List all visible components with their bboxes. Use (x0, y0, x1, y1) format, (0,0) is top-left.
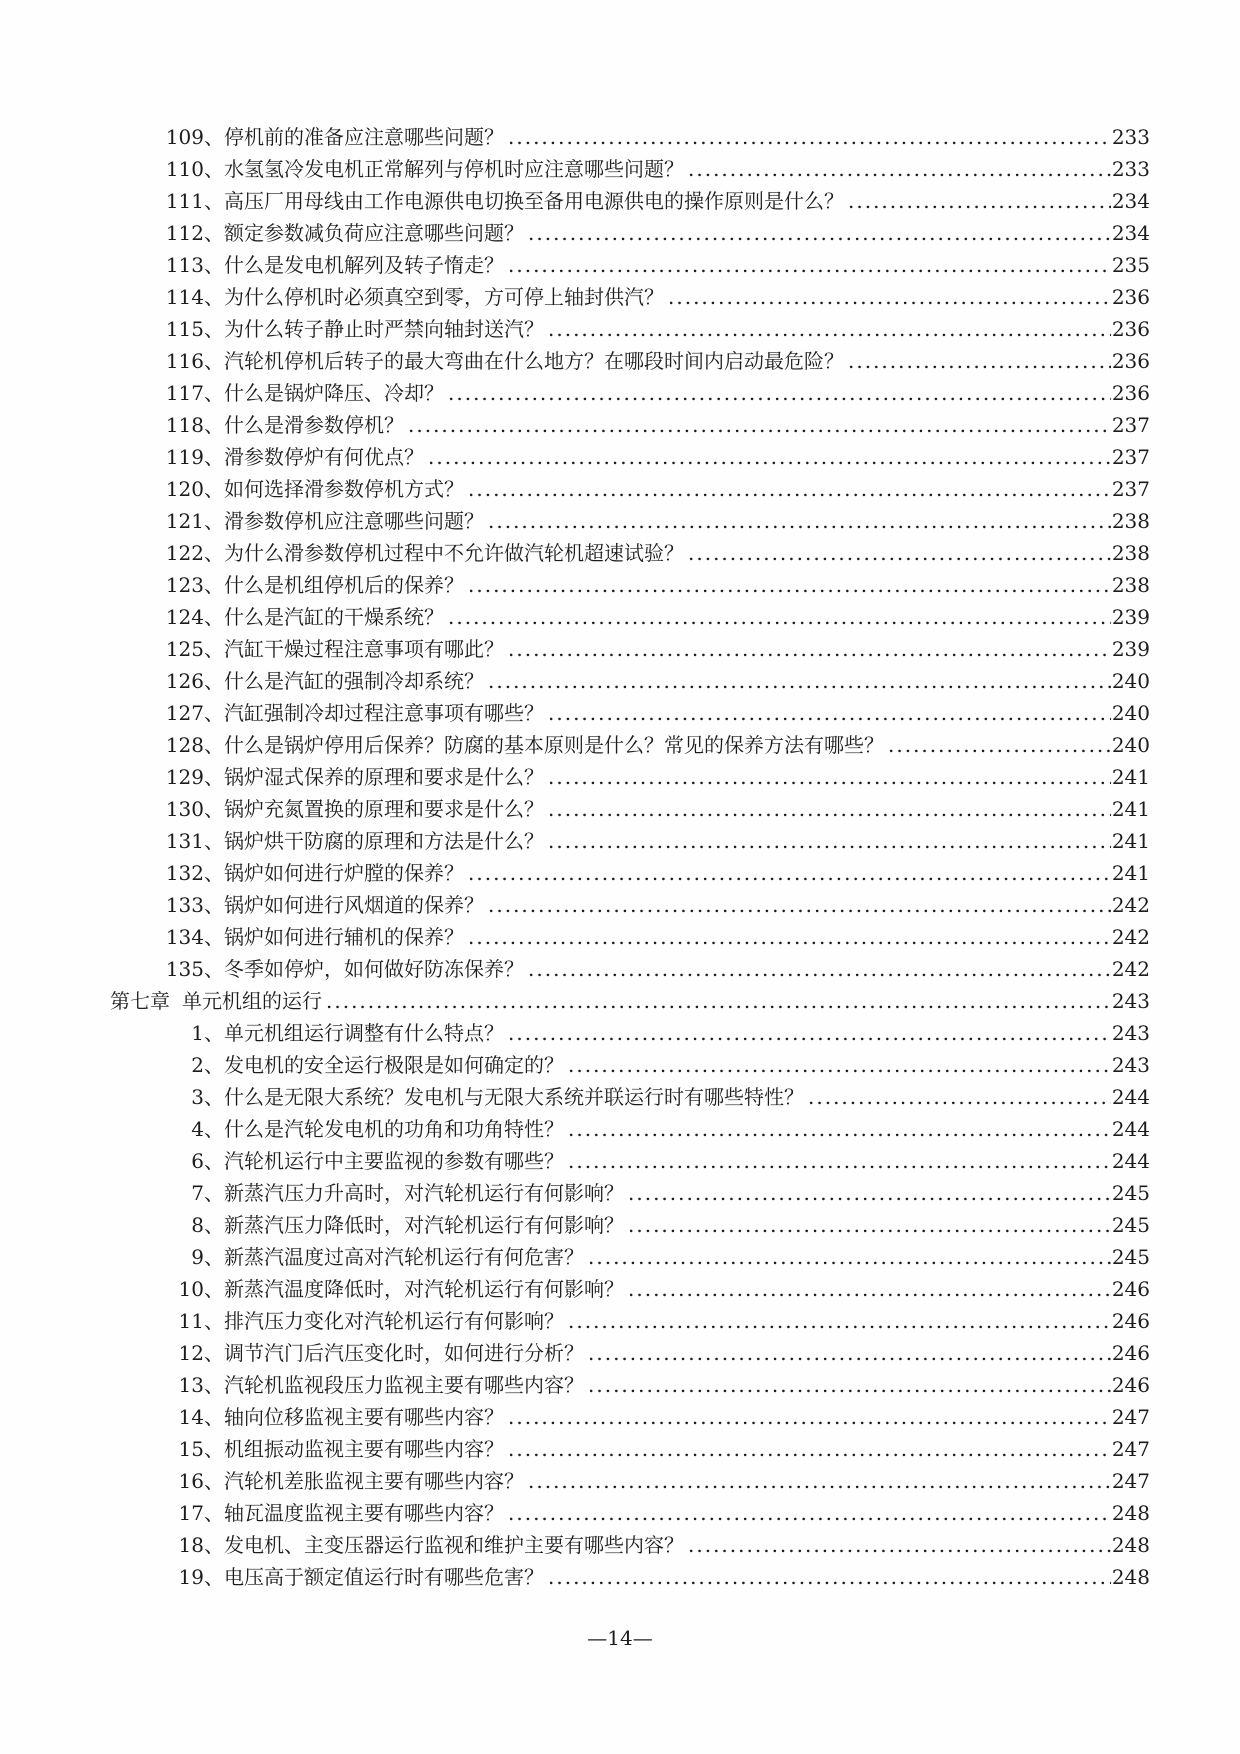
dot-leader (508, 1433, 1111, 1465)
toc-item-row (110, 377, 1150, 409)
toc-entry-number: 121、 (165, 509, 224, 533)
toc-entry-title: 什么是滑参数停机？ (224, 413, 404, 437)
dot-leader (528, 217, 1111, 249)
toc-item-row (110, 1113, 1150, 1145)
toc-item-row (110, 601, 1150, 633)
toc-entry-title: 新蒸汽温度降低时，对汽轮机运行有何影响？ (224, 1277, 624, 1301)
dot-leader (688, 537, 1111, 569)
toc-entry-page: 233 (1111, 125, 1150, 149)
toc-item-row (110, 1561, 1150, 1593)
dot-leader (326, 985, 1111, 1017)
toc-entry-number: 13、 (178, 1373, 224, 1397)
toc-item-row (110, 633, 1150, 665)
toc-item-row (110, 313, 1150, 345)
toc-entry-number: 109、 (165, 125, 224, 149)
toc-item-row (110, 1209, 1150, 1241)
dot-leader (468, 569, 1111, 601)
dot-leader (848, 345, 1111, 377)
dot-leader (548, 761, 1111, 793)
toc-item-row (110, 889, 1150, 921)
toc-item-row (110, 1433, 1150, 1465)
toc-entry-title: 新蒸汽压力升高时，对汽轮机运行有何影响？ (224, 1181, 624, 1205)
dot-leader (628, 1177, 1111, 1209)
dot-leader (428, 441, 1111, 473)
toc-item-row (110, 953, 1150, 985)
toc-entry-number: 9、 (191, 1245, 224, 1269)
toc-entry-page: 247 (1111, 1437, 1150, 1461)
toc-entry-title: 如何选择滑参数停机方式？ (224, 477, 464, 501)
toc-entry-number: 8、 (191, 1213, 224, 1237)
toc-entry-number: 4、 (191, 1117, 224, 1141)
toc-chapter-row (110, 985, 1150, 1017)
toc-entry-number: 129、 (165, 765, 224, 789)
toc-entry-number: 117、 (165, 381, 224, 405)
toc-item-row (110, 441, 1150, 473)
dot-leader (688, 1529, 1111, 1561)
toc-entry-number: 126、 (165, 669, 224, 693)
toc-item-row (110, 1081, 1150, 1113)
dot-leader (588, 1241, 1111, 1273)
toc-entry-number: 132、 (165, 861, 224, 885)
dot-leader (628, 1209, 1111, 1241)
toc-entry-number: 125、 (165, 637, 224, 661)
toc-entry-number: 133、 (165, 893, 224, 917)
toc-entry-page: 241 (1111, 765, 1150, 789)
dot-leader (568, 1305, 1111, 1337)
toc-entry-number: 3、 (191, 1085, 224, 1109)
toc-item-row (110, 505, 1150, 537)
toc-entry-page: 238 (1111, 573, 1150, 597)
toc-entry-page: 245 (1111, 1245, 1150, 1269)
toc-entry-page: 241 (1111, 861, 1150, 885)
toc-entry-title: 什么是无限大系统？发电机与无限大系统并联运行时有哪些特性？ (224, 1085, 804, 1109)
toc-entry-title: 什么是锅炉停用后保养？防腐的基本原则是什么？常见的保养方法有哪些？ (224, 733, 884, 757)
toc-item-row (110, 249, 1150, 281)
toc-entry-number: 12、 (178, 1341, 224, 1365)
toc-item-row (110, 857, 1150, 889)
toc-entry-number: 128、 (165, 733, 224, 757)
toc-item-row (110, 569, 1150, 601)
toc-item-row (110, 1401, 1150, 1433)
toc-entry-number: 14、 (178, 1405, 224, 1429)
toc-entry-page: 248 (1111, 1533, 1150, 1557)
toc-entry-page: 237 (1111, 477, 1150, 501)
toc-item-row (110, 1049, 1150, 1081)
dot-leader (448, 377, 1111, 409)
toc-entry-title: 排汽压力变化对汽轮机运行有何影响？ (224, 1309, 564, 1333)
toc-item-row (110, 473, 1150, 505)
toc-entry-number: 122、 (165, 541, 224, 565)
toc-item-row (110, 1145, 1150, 1177)
dot-leader (468, 857, 1111, 889)
toc-entry-number: 118、 (165, 413, 224, 437)
toc-entry-title: 单元机组运行调整有什么特点？ (224, 1021, 504, 1045)
toc-entry-page: 246 (1111, 1309, 1150, 1333)
toc-entry-number: 111、 (165, 189, 224, 213)
toc-item-row (110, 1305, 1150, 1337)
toc-entry-number: 10、 (178, 1277, 224, 1301)
toc-entry-page: 246 (1111, 1373, 1150, 1397)
toc-entry-number: 112、 (165, 221, 224, 245)
toc-entry-page: 248 (1111, 1565, 1150, 1589)
toc-entry-page: 245 (1111, 1213, 1150, 1237)
toc-entry-title: 滑参数停炉有何优点？ (224, 445, 424, 469)
toc-entry-title: 汽轮机停机后转子的最大弯曲在什么地方？在哪段时间内启动最危险？ (224, 349, 844, 373)
dot-leader (488, 889, 1111, 921)
dot-leader (408, 409, 1111, 441)
toc-item-row (110, 761, 1150, 793)
toc-entry-page: 241 (1111, 829, 1150, 853)
toc-entry-number: 110、 (165, 157, 224, 181)
dot-leader (888, 729, 1111, 761)
toc-item-row (110, 1337, 1150, 1369)
toc-entry-title: 锅炉如何进行炉膛的保养？ (224, 861, 464, 885)
dot-leader (548, 697, 1111, 729)
toc-entry-title: 水氢氢冷发电机正常解列与停机时应注意哪些问题？ (224, 157, 684, 181)
dot-leader (488, 665, 1111, 697)
toc-entry-title: 发电机的安全运行极限是如何确定的？ (224, 1053, 564, 1077)
toc-list (110, 121, 1150, 1593)
toc-entry-title: 为什么滑参数停机过程中不允许做汽轮机超速试验？ (224, 541, 684, 565)
dot-leader (508, 1017, 1111, 1049)
toc-entry-page: 248 (1111, 1501, 1150, 1525)
toc-entry-page: 246 (1111, 1277, 1150, 1301)
toc-entry-title: 为什么转子静止时严禁向轴封送汽？ (224, 317, 544, 341)
toc-entry-page: 245 (1111, 1181, 1150, 1205)
toc-entry-title: 什么是锅炉降压、冷却？ (224, 381, 444, 405)
toc-entry-page: 237 (1111, 445, 1150, 469)
dot-leader (808, 1081, 1111, 1113)
dot-leader (568, 1145, 1111, 1177)
toc-entry-page: 243 (1111, 1053, 1150, 1077)
toc-entry-page: 233 (1111, 157, 1150, 181)
toc-entry-title: 什么是汽缸的干燥系统？ (224, 605, 444, 629)
toc-entry-page: 247 (1111, 1469, 1150, 1493)
toc-entry-number: 113、 (165, 253, 224, 277)
toc-entry-title: 调节汽门后汽压变化时，如何进行分析？ (224, 1341, 584, 1365)
chapter-label: 第七章 (110, 989, 170, 1013)
dot-leader (628, 1273, 1111, 1305)
toc-item-row (110, 665, 1150, 697)
toc-entry-page: 234 (1111, 189, 1150, 213)
toc-entry-number: 127、 (165, 701, 224, 725)
toc-entry-page: 236 (1111, 285, 1150, 309)
toc-entry-title: 汽缸强制冷却过程注意事项有哪些？ (224, 701, 544, 725)
toc-item-row (110, 921, 1150, 953)
toc-entry-title: 汽轮机差胀监视主要有哪些内容？ (224, 1469, 524, 1493)
toc-entry-number: 123、 (165, 573, 224, 597)
chapter-title: 单元机组的运行 (182, 989, 322, 1013)
toc-item-row (110, 345, 1150, 377)
toc-item-row (110, 185, 1150, 217)
toc-entry-number: 120、 (165, 477, 224, 501)
toc-entry-title: 电压高于额定值运行时有哪些危害？ (224, 1565, 544, 1589)
toc-entry-page: 243 (1111, 1021, 1150, 1045)
toc-entry-page: 240 (1111, 701, 1150, 725)
footer-page-number: —14— (587, 1626, 653, 1650)
toc-entry-title: 新蒸汽温度过高对汽轮机运行有何危害？ (224, 1245, 584, 1269)
toc-item-row (110, 1177, 1150, 1209)
dot-leader (528, 1465, 1111, 1497)
toc-entry-number: 17、 (178, 1501, 224, 1525)
dot-leader (548, 313, 1111, 345)
dot-leader (688, 153, 1111, 185)
dot-leader (548, 793, 1111, 825)
toc-entry-page: 242 (1111, 893, 1150, 917)
toc-entry-title: 什么是汽轮发电机的功角和功角特性？ (224, 1117, 564, 1141)
toc-item-row (110, 537, 1150, 569)
toc-item-row (110, 1241, 1150, 1273)
toc-entry-number: 19、 (178, 1565, 224, 1589)
toc-entry-title: 汽轮机运行中主要监视的参数有哪些？ (224, 1149, 564, 1173)
toc-entry-page: 236 (1111, 381, 1150, 405)
toc-entry-page: 242 (1111, 925, 1150, 949)
toc-entry-page: 234 (1111, 221, 1150, 245)
toc-entry-title: 锅炉如何进行辅机的保养？ (224, 925, 464, 949)
toc-entry-number: 115、 (165, 317, 224, 341)
toc-entry-page: 247 (1111, 1405, 1150, 1429)
toc-item-row (110, 1529, 1150, 1561)
toc-item-row (110, 153, 1150, 185)
toc-entry-title: 额定参数减负荷应注意哪些问题？ (224, 221, 524, 245)
toc-entry-page: 242 (1111, 957, 1150, 981)
toc-entry-number: 116、 (165, 349, 224, 373)
dot-leader (468, 921, 1111, 953)
toc-entry-title: 新蒸汽压力降低时，对汽轮机运行有何影响？ (224, 1213, 624, 1237)
toc-entry-page: 243 (1111, 989, 1150, 1013)
toc-entry-page: 239 (1111, 605, 1150, 629)
toc-entry-number: 1、 (191, 1021, 224, 1045)
dot-leader (548, 1561, 1111, 1593)
toc-item-row (110, 697, 1150, 729)
toc-entry-page: 246 (1111, 1341, 1150, 1365)
dot-leader (508, 1401, 1111, 1433)
dot-leader (528, 953, 1111, 985)
page-footer (0, 1622, 1240, 1654)
toc-item-row (110, 1017, 1150, 1049)
dot-leader (508, 633, 1111, 665)
dot-leader (448, 601, 1111, 633)
toc-entry-title: 滑参数停机应注意哪些问题？ (224, 509, 484, 533)
toc-entry-page: 236 (1111, 317, 1150, 341)
toc-entry-page: 244 (1111, 1117, 1150, 1141)
toc-entry-number: 6、 (191, 1149, 224, 1173)
toc-entry-title: 锅炉如何进行风烟道的保养？ (224, 893, 484, 917)
toc-entry-page: 238 (1111, 541, 1150, 565)
toc-entry-page: 244 (1111, 1149, 1150, 1173)
toc-entry-title: 冬季如停炉，如何做好防冻保养？ (224, 957, 524, 981)
toc-entry-title: 什么是汽缸的强制冷却系统？ (224, 669, 484, 693)
toc-entry-page: 237 (1111, 413, 1150, 437)
toc-entry-title: 汽轮机监视段压力监视主要有哪些内容？ (224, 1373, 584, 1397)
toc-entry-title: 发电机、主变压器运行监视和维护主要有哪些内容？ (224, 1533, 684, 1557)
toc-item-row (110, 1369, 1150, 1401)
toc-entry-page: 239 (1111, 637, 1150, 661)
toc-entry-title: 轴瓦温度监视主要有哪些内容？ (224, 1501, 504, 1525)
toc-entry-number: 7、 (191, 1181, 224, 1205)
toc-entry-title: 锅炉烘干防腐的原理和方法是什么？ (224, 829, 544, 853)
toc-entry-number: 114、 (165, 285, 224, 309)
toc-entry-number: 2、 (191, 1053, 224, 1077)
toc-entry-number: 130、 (165, 797, 224, 821)
toc-item-row (110, 121, 1150, 153)
toc-entry-title: 汽缸干燥过程注意事项有哪此？ (224, 637, 504, 661)
toc-item-row (110, 1273, 1150, 1305)
toc-item-row (110, 1465, 1150, 1497)
toc-entry-number: 18、 (178, 1533, 224, 1557)
toc-item-row (110, 793, 1150, 825)
dot-leader (848, 185, 1111, 217)
toc-entry-title: 锅炉充氮置换的原理和要求是什么？ (224, 797, 544, 821)
toc-entry-title: 停机前的准备应注意哪些问题？ (224, 125, 504, 149)
dot-leader (668, 281, 1111, 313)
toc-entry-page: 240 (1111, 669, 1150, 693)
toc-item-row (110, 281, 1150, 313)
toc-entry-title: 高压厂用母线由工作电源供电切换至备用电源供电的操作原则是什么？ (224, 189, 844, 213)
dot-leader (588, 1369, 1111, 1401)
dot-leader (568, 1049, 1111, 1081)
toc-item-row (110, 1497, 1150, 1529)
dot-leader (508, 249, 1111, 281)
toc-entry-number: 15、 (178, 1437, 224, 1461)
dot-leader (508, 121, 1111, 153)
toc-entry-title: 什么是机组停机后的保养？ (224, 573, 464, 597)
toc-entry-page: 236 (1111, 349, 1150, 373)
toc-item-row (110, 409, 1150, 441)
dot-leader (468, 473, 1111, 505)
toc-entry-page: 235 (1111, 253, 1150, 277)
dot-leader (568, 1113, 1111, 1145)
toc-entry-title: 锅炉湿式保养的原理和要求是什么？ (224, 765, 544, 789)
toc-entry-number: 135、 (165, 957, 224, 981)
toc-entry-title: 机组振动监视主要有哪些内容？ (224, 1437, 504, 1461)
dot-leader (548, 825, 1111, 857)
dot-leader (588, 1337, 1111, 1369)
toc-entry-number: 131、 (165, 829, 224, 853)
toc-entry-number: 11、 (178, 1309, 224, 1333)
toc-entry-page: 241 (1111, 797, 1150, 821)
toc-entry-title: 为什么停机时必须真空到零，方可停上轴封供汽？ (224, 285, 664, 309)
toc-entry-number: 134、 (165, 925, 224, 949)
toc-entry-number: 119、 (165, 445, 224, 469)
toc-item-row (110, 217, 1150, 249)
toc-item-row (110, 825, 1150, 857)
toc-entry-page: 244 (1111, 1085, 1150, 1109)
dot-leader (508, 1497, 1111, 1529)
toc-entry-page: 240 (1111, 733, 1150, 757)
toc-entry-page: 238 (1111, 509, 1150, 533)
dot-leader (488, 505, 1111, 537)
toc-entry-number: 16、 (178, 1469, 224, 1493)
toc-item-row (110, 729, 1150, 761)
toc-entry-title: 什么是发电机解列及转子惰走？ (224, 253, 504, 277)
toc-entry-number: 124、 (165, 605, 224, 629)
toc-entry-title: 轴向位移监视主要有哪些内容？ (224, 1405, 504, 1429)
